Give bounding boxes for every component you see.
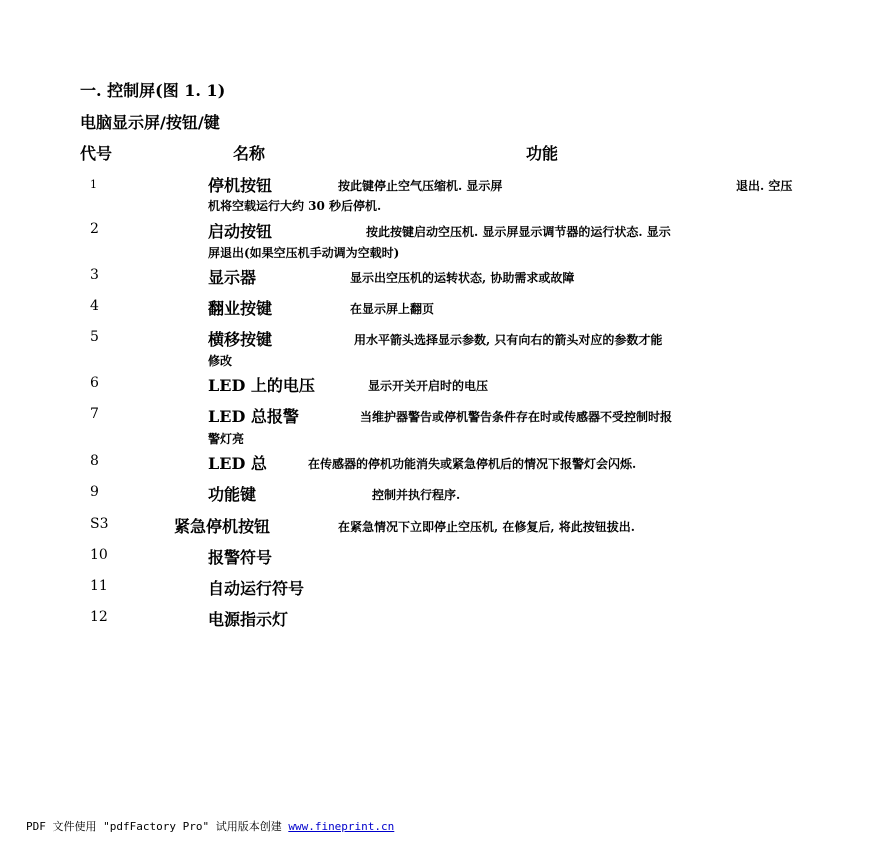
row-name: 翻业按键	[208, 299, 273, 318]
row-code: 1	[90, 178, 97, 191]
row-description: 控制并执行程序.	[372, 488, 461, 502]
footer-link[interactable]: www.fineprint.cn	[288, 820, 395, 833]
row-description: 按此键停止空气压缩机. 显示屏	[338, 179, 503, 193]
row-code: 12	[90, 609, 108, 625]
section-subheading: 电脑显示屏/按钮/键	[80, 113, 220, 132]
footer-text: PDF 文件使用 "pdfFactory Pro" 试用版本创建	[26, 820, 282, 833]
row-code: 6	[90, 375, 99, 391]
row-name: 功能键	[208, 485, 257, 504]
row-code: 9	[90, 484, 99, 500]
row-name: 紧急停机按钮	[174, 517, 271, 536]
row-code: 2	[90, 221, 99, 237]
row-description: 在传感器的停机功能消失或紧急停机后的情况下报警灯会闪烁.	[308, 457, 637, 471]
row-description: 显示开关开启时的电压	[368, 379, 489, 393]
row-code: 8	[90, 453, 99, 469]
row-description: 在显示屏上翻页	[350, 302, 435, 316]
row-description: 用水平箭头选择显示参数, 只有向右的箭头对应的参数才能	[354, 333, 663, 347]
section-heading: 一. 控制屏(图 1. 1)	[80, 81, 226, 100]
row-code: S3	[90, 516, 109, 532]
row-description: 当维护器警告或停机警告条件存在时或传感器不受控制时报	[360, 410, 673, 424]
row-name: 显示器	[208, 268, 257, 287]
row-description-right: 退出. 空压	[736, 179, 793, 193]
row-code: 11	[90, 578, 108, 594]
row-name: 启动按钮	[208, 222, 273, 241]
row-name: LED 总	[208, 454, 267, 473]
row-description: 显示出空压机的运转状态, 协助需求或故障	[350, 271, 575, 285]
row-description-cont: 机将空载运行大约 30 秒后停机.	[208, 199, 382, 213]
row-description: 在紧急情况下立即停止空压机, 在修复后, 将此按钮拔出.	[338, 520, 635, 534]
pdf-footer	[26, 818, 394, 834]
row-description-cont: 警灯亮	[208, 432, 245, 446]
row-name: LED 上的电压	[208, 376, 315, 395]
row-name: LED 总报警	[208, 407, 299, 426]
row-code: 3	[90, 267, 99, 283]
row-code: 4	[90, 298, 99, 314]
row-code: 7	[90, 406, 99, 422]
row-description-cont: 修改	[208, 354, 233, 368]
row-name: 停机按钮	[208, 176, 273, 195]
row-name: 报警符号	[208, 548, 273, 567]
column-header-name: 名称	[233, 144, 266, 163]
row-name: 电源指示灯	[208, 610, 289, 629]
column-header-function: 功能	[526, 144, 559, 163]
row-name: 横移按键	[208, 330, 273, 349]
row-code: 10	[90, 547, 108, 563]
row-description: 按此按键启动空压机. 显示屏显示调节器的运行状态. 显示	[366, 225, 671, 239]
row-name: 自动运行符号	[208, 579, 305, 598]
column-header-code: 代号	[80, 144, 113, 163]
row-code: 5	[90, 329, 99, 345]
row-description-cont: 屏退出(如果空压机手动调为空载时)	[208, 246, 400, 260]
